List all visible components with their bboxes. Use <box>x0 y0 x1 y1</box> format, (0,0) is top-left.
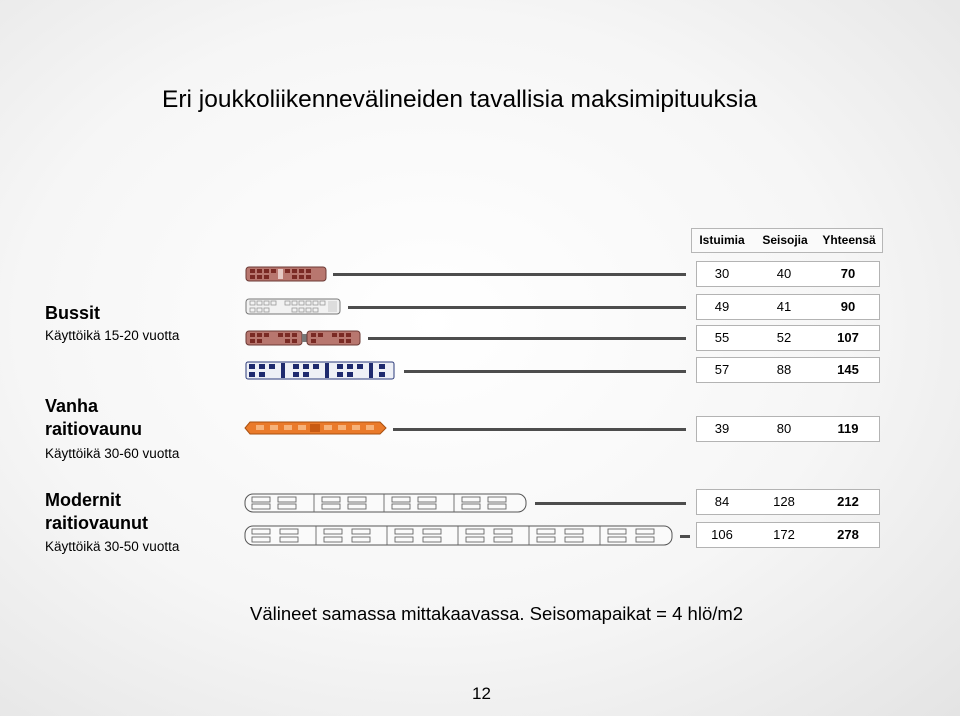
group-subtitle: Käyttöikä 30-50 vuotta <box>45 539 180 554</box>
standing-value: 88 <box>776 362 792 377</box>
connector-line <box>393 428 686 431</box>
column-header-seats: Istuimia <box>699 233 745 247</box>
table-row <box>696 261 880 287</box>
standing-value: 80 <box>776 421 792 436</box>
slide-title: Eri joukkoliikennevälineiden tavallisia maksimipituuksia <box>162 86 758 113</box>
group-subtitle: Käyttöikä 30-60 vuotta <box>45 446 180 461</box>
table-row <box>696 416 880 442</box>
connector-line <box>535 502 686 505</box>
connector-line <box>404 370 686 373</box>
total-value: 90 <box>840 299 856 314</box>
group-buses <box>45 302 179 345</box>
seats-value: 106 <box>711 527 733 542</box>
modern-tram-long-drawing <box>244 524 674 547</box>
seats-value: 39 <box>714 421 730 436</box>
seats-value: 84 <box>714 494 730 509</box>
connector-line <box>333 273 686 276</box>
total-value: 107 <box>837 330 859 345</box>
bus-standard-drawing <box>245 264 327 284</box>
table-row <box>696 522 880 548</box>
table-row <box>696 325 880 351</box>
seats-value: 30 <box>714 266 730 281</box>
standing-value: 172 <box>773 527 795 542</box>
group-title: Bussit <box>45 303 101 323</box>
connector-line <box>368 337 686 340</box>
group-title: Modernit raitiovaunut <box>45 490 149 533</box>
seats-value: 57 <box>714 362 730 377</box>
total-value: 212 <box>837 494 859 509</box>
total-value: 145 <box>837 362 859 377</box>
total-value: 70 <box>840 266 856 281</box>
group-title: Vanha raitiovaunu <box>45 396 143 439</box>
connector-line <box>680 535 690 538</box>
bus-long-drawing <box>245 297 342 317</box>
standing-value: 128 <box>773 494 795 509</box>
footnote: Välineet samassa mittakaavassa. Seisomapaikat = 4 hlö/m2 <box>250 603 744 624</box>
standing-value: 52 <box>776 330 792 345</box>
old-tram-drawing <box>244 419 388 437</box>
standing-value: 40 <box>776 266 792 281</box>
column-header-standing: Seisojia <box>762 233 808 247</box>
seats-value: 55 <box>714 330 730 345</box>
page-number: 12 <box>472 684 491 703</box>
standing-value: 41 <box>776 299 792 314</box>
total-value: 119 <box>837 421 859 436</box>
table-row <box>696 357 880 383</box>
group-modern-trams <box>45 489 179 556</box>
bus-double-articulated-drawing <box>245 360 397 381</box>
column-header-total: Yhteensä <box>822 233 876 247</box>
bus-articulated-drawing <box>245 328 362 348</box>
total-value: 278 <box>837 527 859 542</box>
modern-tram-short-drawing <box>244 492 529 514</box>
table-row <box>696 489 880 515</box>
seats-value: 49 <box>714 299 730 314</box>
table-row <box>696 294 880 320</box>
group-subtitle: Käyttöikä 15-20 vuotta <box>45 328 180 343</box>
connector-line <box>348 306 686 309</box>
group-old-tram <box>45 395 179 463</box>
table-header <box>691 228 883 253</box>
